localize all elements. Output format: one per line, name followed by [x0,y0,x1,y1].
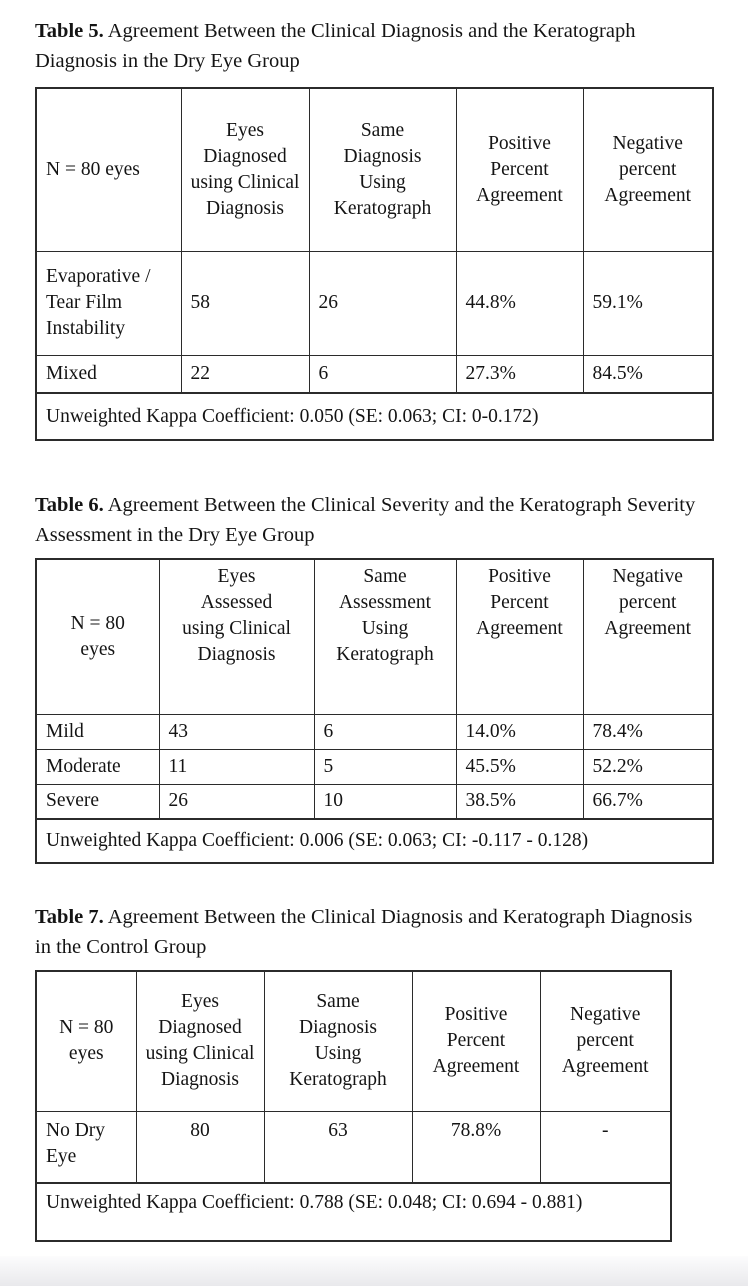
row-label-cell: Evaporative / Tear Film Instability [36,251,181,355]
value-cell: - [540,1111,671,1183]
table6 [35,558,714,864]
header-cell: Eyes Assessed using Clinical Diagnosis [159,559,314,714]
header-cell: Same Diagnosis Using Keratograph [264,971,412,1111]
value-cell: 78.8% [412,1111,540,1183]
table5-caption: Agreement Between the Clinical Diagnosis and the Keratograph Diagnosis in the Dry Eye Group [35,20,636,72]
value-cell: 11 [159,749,314,784]
table-row [36,749,713,784]
value-cell: 27.3% [456,355,583,393]
table7-footer-row [36,1183,671,1241]
table5-label: Table 5. [35,20,104,42]
table6-footer-row [36,819,713,863]
header-cell: N = 80 eyes [36,971,136,1111]
table-row [36,714,713,749]
page-bottom-edge [0,1256,748,1286]
table6-caption: Agreement Between the Clinical Severity and the Keratograph Severity Assessment in the Dry Eye Group [35,494,696,546]
value-cell: 38.5% [456,784,583,819]
header-cell: N = 80 eyes [36,88,181,251]
value-cell: 6 [314,714,456,749]
value-cell: 26 [159,784,314,819]
table-row [36,784,713,819]
value-cell: 26 [309,251,456,355]
table7-label: Table 7. [35,906,104,928]
value-cell: 6 [309,355,456,393]
row-label-cell: Mild [36,714,159,749]
table5-header-row [36,88,713,251]
value-cell: 14.0% [456,714,583,749]
row-label-cell: Moderate [36,749,159,784]
value-cell: 78.4% [583,714,713,749]
table7-title [35,902,713,962]
header-cell: Negative percent Agreement [583,559,713,714]
table5-footer-row [36,393,713,440]
kappa-footer: Unweighted Kappa Coefficient: 0.050 (SE: 0.063; CI: 0-0.172) [36,393,713,440]
row-label-cell: Mixed [36,355,181,393]
value-cell: 43 [159,714,314,749]
table7 [35,970,672,1242]
row-label-cell: No Dry Eye [36,1111,136,1183]
header-cell: Negative percent Agreement [540,971,671,1111]
header-cell: N = 80 eyes [36,559,159,714]
value-cell: 84.5% [583,355,713,393]
header-cell: Eyes Diagnosed using Clinical Diagnosis [136,971,264,1111]
value-cell: 80 [136,1111,264,1183]
header-cell: Negative percent Agreement [583,88,713,251]
value-cell: 52.2% [583,749,713,784]
table6-section [35,490,713,864]
header-cell: Positive Percent Agreement [456,559,583,714]
header-cell: Eyes Diagnosed using Clinical Diagnosis [181,88,309,251]
value-cell: 44.8% [456,251,583,355]
table-row [36,1111,671,1183]
value-cell: 66.7% [583,784,713,819]
table7-caption: Agreement Between the Clinical Diagnosis and Keratograph Diagnosis in the Control Group [35,906,693,958]
value-cell: 22 [181,355,309,393]
value-cell: 58 [181,251,309,355]
header-cell: Positive Percent Agreement [456,88,583,251]
table7-header-row [36,971,671,1111]
table6-title [35,490,713,550]
row-label-cell: Severe [36,784,159,819]
table6-header-row [36,559,713,714]
table5-section [35,16,713,441]
table-row [36,355,713,393]
header-cell: Positive Percent Agreement [412,971,540,1111]
table7-section [35,902,713,1242]
header-cell: Same Assessment Using Keratograph [314,559,456,714]
value-cell: 63 [264,1111,412,1183]
value-cell: 5 [314,749,456,784]
table-row [36,251,713,355]
kappa-footer: Unweighted Kappa Coefficient: 0.006 (SE: 0.063; CI: -0.117 - 0.128) [36,819,713,863]
table5-title [35,16,713,76]
value-cell: 45.5% [456,749,583,784]
value-cell: 10 [314,784,456,819]
header-cell: Same Diagnosis Using Keratograph [309,88,456,251]
value-cell: 59.1% [583,251,713,355]
kappa-footer: Unweighted Kappa Coefficient: 0.788 (SE: 0.048; CI: 0.694 - 0.881) [36,1183,671,1241]
table6-label: Table 6. [35,494,104,516]
table5 [35,87,714,441]
